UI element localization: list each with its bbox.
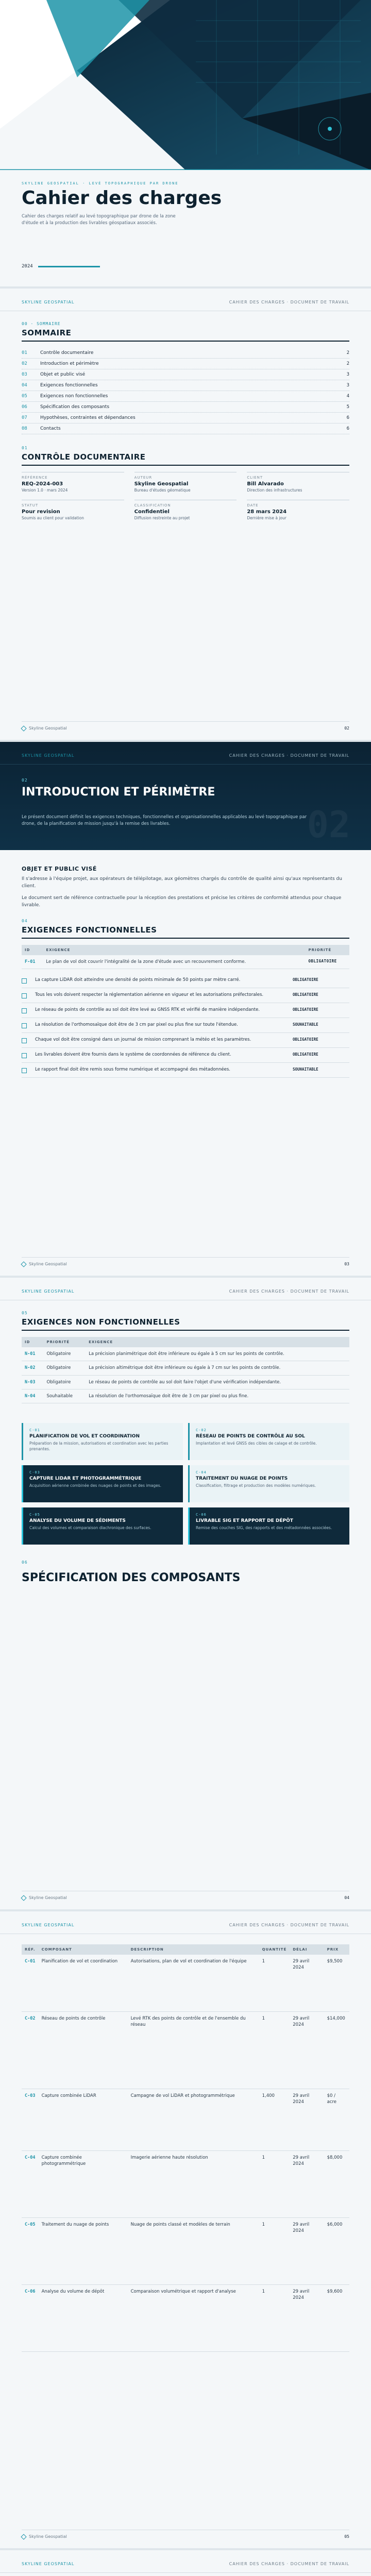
table-of-contents bbox=[22, 348, 349, 434]
control-grid bbox=[22, 472, 349, 521]
nonfunctional-table bbox=[22, 1337, 349, 1403]
control-cell bbox=[247, 472, 349, 494]
req-text: La précision planimétrique doit être inférieure ou égale à 5 cm sur les points de contrôle. bbox=[86, 1347, 349, 1361]
sheet-footer bbox=[22, 1257, 349, 1266]
req-id: N-03 bbox=[22, 1375, 43, 1389]
cover-accent-bar bbox=[38, 266, 100, 267]
control-label: STATUT bbox=[22, 503, 39, 507]
nonfunctional-title: EXIGENCES NON FONCTIONNELLES bbox=[22, 1317, 349, 1331]
header-right: CAHIER DES CHARGES · DOCUMENT DE TRAVAIL bbox=[229, 2562, 349, 2566]
req-priority: SOUHAITABLE bbox=[293, 1022, 318, 1027]
control-label: RÉFÉRENCE bbox=[22, 476, 48, 480]
table-row bbox=[22, 2284, 349, 2351]
footer-page-number: 04 bbox=[344, 1895, 349, 1900]
toc-page: 3 bbox=[346, 372, 349, 377]
card-title: RÉSEAU DE POINTS DE CONTRÔLE AU SOL bbox=[196, 1434, 305, 1439]
component-cards bbox=[22, 1423, 349, 1545]
req-text: Le rapport final doit être remis sous forme numérique et accompagné des métadonnées. bbox=[35, 1066, 230, 1072]
control-label: AUTEUR bbox=[134, 476, 153, 480]
toc-num: 06 bbox=[22, 404, 27, 410]
card-title: ANALYSE DU VOLUME DE SÉDIMENTS bbox=[29, 1518, 126, 1524]
table-header: ID bbox=[22, 945, 43, 955]
card-title: PLANIFICATION DE VOL ET COORDINATION bbox=[29, 1434, 140, 1439]
card-id: C-01 bbox=[29, 1428, 40, 1433]
table-header: QUANTITÉ bbox=[259, 1944, 290, 1955]
diamond-icon bbox=[21, 1261, 26, 1267]
footer-page-number: 03 bbox=[344, 1262, 349, 1266]
req-text: Le plan de vol doit couvrir l'intégralité de la zone d'étude avec un recouvrement conforme. bbox=[43, 955, 305, 969]
purpose-paragraph: Il s'adresse à l'équipe projet, aux opérateurs de télépilotage, aux géomètres chargés du contrôle de qualité ainsi qu'aux représentants du client. bbox=[22, 876, 342, 889]
req-priority: OBLIGATOIRE bbox=[293, 1037, 318, 1042]
component-card[interactable] bbox=[188, 1423, 349, 1460]
req-text: La précision altimétrique doit être inférieure ou égale à 7 cm sur les points de contrôle. bbox=[86, 1361, 349, 1375]
control-cell bbox=[247, 500, 349, 521]
toc-num: 02 bbox=[22, 361, 27, 366]
toc-page: 4 bbox=[346, 394, 349, 399]
cover-title: Cahier des charges bbox=[22, 188, 222, 209]
req-text: La résolution de l'orthomosaïque doit être de 3 cm par pixel ou plus fine. bbox=[86, 1389, 349, 1403]
req-priority: Souhaitable bbox=[43, 1389, 86, 1403]
component-qty: 1 bbox=[259, 2217, 290, 2284]
req-text: La résolution de l'orthomosaïque doit être de 3 cm par pixel ou plus fine sur toute l'étendue. bbox=[35, 1022, 238, 1027]
table-row bbox=[22, 2150, 349, 2217]
table-header: RÉF. bbox=[22, 1944, 39, 1955]
toc-num: 05 bbox=[22, 394, 27, 399]
component-ref: C-01 bbox=[22, 1955, 39, 2011]
card-id: C-04 bbox=[196, 1470, 207, 1475]
card-title: CAPTURE LIDAR ET PHOTOGRAMMÉTRIQUE bbox=[29, 1476, 142, 1482]
component-name: Capture combinée photogrammétrique bbox=[39, 2150, 128, 2217]
table-header: DÉLAI bbox=[290, 1944, 324, 1955]
component-card[interactable] bbox=[22, 1423, 183, 1460]
table-header: PRIORITÉ bbox=[305, 945, 349, 955]
component-desc: Levé RTK des points de contrôle et de l'ensemble du réseau bbox=[128, 2011, 259, 2089]
req-priority: OBLIGATOIRE bbox=[305, 955, 349, 969]
header-right: CAHIER DES CHARGES · DOCUMENT DE TRAVAIL bbox=[229, 300, 349, 304]
toc-page: 6 bbox=[346, 415, 349, 420]
control-label: CLIENT bbox=[247, 476, 263, 480]
checkbox-icon bbox=[22, 1023, 27, 1028]
toc-row[interactable] bbox=[22, 391, 349, 402]
intro-page bbox=[0, 742, 371, 1278]
control-value: Bill Alvarado bbox=[247, 481, 284, 487]
table-row bbox=[22, 1375, 349, 1389]
intro-kicker: 02 bbox=[22, 778, 28, 783]
header-left: SKYLINE GEOSPATIAL bbox=[22, 753, 75, 758]
req-id: N-04 bbox=[22, 1389, 43, 1403]
component-price: $14,000 bbox=[324, 2011, 349, 2089]
assumptions-page bbox=[0, 2550, 371, 2576]
list-item[interactable] bbox=[22, 1048, 349, 1063]
functional-title: EXIGENCES FONCTIONNELLES bbox=[22, 925, 349, 939]
component-card[interactable] bbox=[22, 1507, 183, 1545]
toc-label: Contrôle documentaire bbox=[40, 350, 94, 355]
list-item[interactable] bbox=[22, 1033, 349, 1048]
cover-title-block bbox=[22, 181, 228, 226]
req-priority: Obligatoire bbox=[43, 1375, 86, 1389]
component-due: 29 avril 2024 bbox=[290, 2089, 324, 2150]
control-kicker: 01 bbox=[22, 446, 28, 450]
component-due: 29 avril 2024 bbox=[290, 1955, 324, 2011]
control-value: Skyline Geospatial bbox=[134, 481, 189, 487]
components-page bbox=[0, 1911, 371, 2550]
component-name: Traitement du nuage de points bbox=[39, 2217, 128, 2284]
requirements-list bbox=[22, 973, 349, 1078]
sheet-footer bbox=[22, 2530, 349, 2539]
list-item[interactable] bbox=[22, 973, 349, 988]
toc-row[interactable] bbox=[22, 423, 349, 434]
control-title: CONTRÔLE DOCUMENTAIRE bbox=[22, 452, 349, 466]
component-name: Analyse du volume de dépôt bbox=[39, 2284, 128, 2351]
header-right: CAHIER DES CHARGES · DOCUMENT DE TRAVAIL bbox=[229, 1289, 349, 1294]
list-item[interactable] bbox=[22, 1003, 349, 1018]
cover-page bbox=[0, 0, 371, 289]
toc-page: 3 bbox=[346, 383, 349, 388]
card-desc: Classification, filtrage et production des modèles numériques. bbox=[196, 1483, 316, 1488]
header-right: CAHIER DES CHARGES · DOCUMENT DE TRAVAIL bbox=[229, 753, 349, 758]
table-header: PRIX bbox=[324, 1944, 349, 1955]
control-note: Soumis au client pour validation bbox=[22, 515, 84, 520]
footer-page-number: 02 bbox=[344, 726, 349, 731]
cover-description: Cahier des charges relatif au levé topographique par drone de la zone d'étude et à la production des livrables géospatiaux associés. bbox=[22, 213, 176, 226]
sheet-header bbox=[0, 2550, 371, 2573]
sheet-header bbox=[0, 1278, 371, 1300]
control-cell bbox=[134, 472, 237, 494]
card-desc: Implantation et levé GNSS des cibles de calage et de contrôle. bbox=[196, 1441, 317, 1446]
component-desc: Autorisations, plan de vol et coordination de l'équipe bbox=[128, 1955, 259, 2011]
toc-num: 04 bbox=[22, 383, 27, 388]
toc-page: 2 bbox=[346, 350, 349, 355]
checkbox-icon bbox=[22, 978, 27, 984]
control-cell bbox=[134, 500, 237, 521]
toc-page: 2 bbox=[346, 361, 349, 366]
intro-lead: Le présent document définit les exigences techniques, fonctionnelles et organisationnelles applicables au levé topographique par drone, de la planification de mission jusqu'à la remise des livrables. bbox=[22, 815, 307, 826]
control-note: Direction des infrastructures bbox=[247, 488, 302, 493]
req-priority: OBLIGATOIRE bbox=[293, 1007, 318, 1012]
functional-table bbox=[22, 945, 349, 969]
toc-label: Exigences non fonctionnelles bbox=[40, 394, 108, 399]
card-title: TRAITEMENT DU NUAGE DE POINTS bbox=[196, 1476, 288, 1482]
control-cell bbox=[22, 500, 124, 521]
list-item[interactable] bbox=[22, 1063, 349, 1078]
card-id: C-05 bbox=[29, 1513, 40, 1517]
footer-brand bbox=[22, 1262, 67, 1266]
req-priority: OBLIGATOIRE bbox=[293, 977, 318, 982]
sheet-footer bbox=[22, 1891, 349, 1900]
req-text: Le réseau de points de contrôle au sol doit être levé au GNSS RTK et vérifié de manière indépendante. bbox=[35, 1007, 260, 1012]
nonfunctional-kicker: 05 bbox=[22, 1311, 28, 1315]
control-note: Version 1.0 · mars 2024 bbox=[22, 488, 68, 493]
component-card[interactable] bbox=[188, 1507, 349, 1545]
toc-num: 03 bbox=[22, 372, 27, 377]
footer-brand-text: Skyline Geospatial bbox=[29, 1895, 67, 1900]
control-value: REQ-2024-003 bbox=[22, 481, 63, 487]
req-id: N-01 bbox=[22, 1347, 43, 1361]
req-priority: SOUHAITABLE bbox=[293, 1066, 318, 1072]
table-header: ID bbox=[22, 1337, 43, 1347]
sheet-header bbox=[0, 289, 371, 311]
toc-row[interactable] bbox=[22, 413, 349, 423]
component-ref: C-04 bbox=[22, 2150, 39, 2217]
component-ref: C-05 bbox=[22, 2217, 39, 2284]
sheet-header bbox=[0, 742, 371, 765]
component-ref: C-03 bbox=[22, 2089, 39, 2150]
toc-row[interactable] bbox=[22, 402, 349, 413]
component-desc: Nuage de points classé et modèles de terrain bbox=[128, 2217, 259, 2284]
diamond-icon bbox=[21, 1895, 26, 1901]
control-value: 28 mars 2024 bbox=[247, 509, 287, 515]
header-left: SKYLINE GEOSPATIAL bbox=[22, 1289, 75, 1294]
component-name: Capture combinée LiDAR bbox=[39, 2089, 128, 2150]
component-qty: 1 bbox=[259, 2011, 290, 2089]
component-qty: 1,400 bbox=[259, 2089, 290, 2150]
control-note: Diffusion restreinte au projet bbox=[134, 515, 190, 520]
components-title: SPÉCIFICATION DES COMPOSANTS bbox=[22, 1571, 241, 1585]
footer-brand bbox=[22, 2534, 67, 2539]
card-id: C-02 bbox=[196, 1428, 207, 1433]
list-item[interactable] bbox=[22, 988, 349, 1003]
header-left: SKYLINE GEOSPATIAL bbox=[22, 1923, 75, 1927]
component-price: $8,000 bbox=[324, 2150, 349, 2217]
card-title: LIVRABLE SIG ET RAPPORT DE DÉPÔT bbox=[196, 1518, 293, 1524]
toc-page bbox=[0, 289, 371, 742]
req-text: Le réseau de points de contrôle au sol doit faire l'objet d'une vérification indépendante. bbox=[86, 1375, 349, 1389]
toc-row[interactable] bbox=[22, 369, 349, 380]
component-name: Réseau de points de contrôle bbox=[39, 2011, 128, 2089]
table-header: COMPOSANT bbox=[39, 1944, 128, 1955]
control-cell bbox=[22, 472, 124, 494]
table-row bbox=[22, 2217, 349, 2284]
control-label: CLASSIFICATION bbox=[134, 503, 171, 507]
card-id: C-03 bbox=[29, 1470, 40, 1475]
table-header: EXIGENCE bbox=[43, 945, 305, 955]
component-price: $9,600 bbox=[324, 2284, 349, 2351]
checkbox-icon bbox=[22, 1008, 27, 1013]
table-row bbox=[22, 1347, 349, 1361]
toc-row[interactable] bbox=[22, 380, 349, 391]
toc-label: Exigences fonctionnelles bbox=[40, 383, 98, 388]
table-row bbox=[22, 2089, 349, 2150]
footer-brand-text: Skyline Geospatial bbox=[29, 1262, 67, 1266]
control-label: DATE bbox=[247, 503, 259, 507]
intro-hero bbox=[0, 742, 371, 850]
table-row bbox=[22, 1955, 349, 2011]
component-ref: C-02 bbox=[22, 2011, 39, 2089]
toc-label: Spécification des composants bbox=[40, 404, 110, 410]
checkbox-icon bbox=[22, 1053, 27, 1058]
component-price: $9,500 bbox=[324, 1955, 349, 2011]
req-text: Chaque vol doit être consigné dans un journal de mission comprenant la météo et les paramètres. bbox=[35, 1037, 251, 1042]
component-ref: C-06 bbox=[22, 2284, 39, 2351]
components-table bbox=[22, 1944, 349, 2352]
req-text: Tous les vols doivent respecter la réglementation aérienne en vigueur et les autorisations préfectorales. bbox=[35, 992, 264, 997]
footer-page-number: 05 bbox=[344, 2534, 349, 2539]
diamond-icon bbox=[21, 2534, 26, 2539]
purpose-paragraph: Le document sert de référence contractuelle pour la réception des prestations et précise les critères de conformité attendus pour chaque livrable. bbox=[22, 895, 342, 908]
checkbox-icon bbox=[22, 1068, 27, 1073]
table-row bbox=[22, 2011, 349, 2089]
toc-page: 6 bbox=[346, 426, 349, 431]
checkbox-icon bbox=[22, 993, 27, 998]
component-desc: Comparaison volumétrique et rapport d'analyse bbox=[128, 2284, 259, 2351]
req-text: La capture LiDAR doit atteindre une densité de points minimale de 50 points par mètre carré. bbox=[35, 977, 241, 982]
table-row bbox=[22, 1361, 349, 1375]
toc-kicker: 00 · SOMMAIRE bbox=[22, 321, 61, 326]
component-due: 29 avril 2024 bbox=[290, 2217, 324, 2284]
toc-label: Hypothèses, contraintes et dépendances bbox=[40, 415, 136, 420]
footer-brand-text: Skyline Geospatial bbox=[29, 2534, 67, 2539]
card-desc: Remise des couches SIG, des rapports et des métadonnées associées. bbox=[196, 1526, 332, 1531]
sheet-footer bbox=[22, 721, 349, 731]
req-priority: Obligatoire bbox=[43, 1347, 86, 1361]
toc-row[interactable] bbox=[22, 359, 349, 369]
footer-brand bbox=[22, 1895, 67, 1900]
cover-meta bbox=[22, 264, 100, 269]
components-kicker: 06 bbox=[22, 1560, 28, 1565]
component-price: $6,000 bbox=[324, 2217, 349, 2284]
intro-title: INTRODUCTION ET PÉRIMÈTRE bbox=[22, 786, 215, 799]
toc-label: Objet et public visé bbox=[40, 372, 86, 377]
card-desc: Acquisition aérienne combinée des nuages de points et des images. bbox=[29, 1483, 162, 1488]
table-row bbox=[22, 955, 349, 969]
footer-brand-text: Skyline Geospatial bbox=[29, 726, 67, 731]
cover-artwork bbox=[0, 0, 371, 170]
checkbox-icon bbox=[22, 1038, 27, 1043]
intro-watermark: 02 bbox=[307, 804, 350, 846]
component-due: 29 avril 2024 bbox=[290, 2150, 324, 2217]
toc-label: Contacts bbox=[40, 426, 61, 431]
sheet-header bbox=[0, 1911, 371, 1934]
toc-page: 5 bbox=[346, 404, 349, 410]
list-item[interactable] bbox=[22, 1018, 349, 1033]
req-id: F-01 bbox=[22, 955, 43, 969]
control-note: Dernière mise à jour bbox=[247, 515, 286, 520]
card-desc: Calcul des volumes et comparaison diachronique des surfaces. bbox=[29, 1526, 151, 1531]
diamond-icon bbox=[21, 725, 26, 731]
component-qty: 1 bbox=[259, 2150, 290, 2217]
card-id: C-06 bbox=[196, 1513, 207, 1517]
component-due: 29 avril 2024 bbox=[290, 2284, 324, 2351]
component-card[interactable] bbox=[22, 1465, 183, 1502]
req-priority: OBLIGATOIRE bbox=[293, 992, 318, 997]
table-header: DESCRIPTION bbox=[128, 1944, 259, 1955]
req-id: N-02 bbox=[22, 1361, 43, 1375]
card-desc: Préparation de la mission, autorisations et coordination avec les parties prenantes. bbox=[29, 1441, 168, 1452]
functional-kicker: 04 bbox=[22, 918, 28, 923]
header-left: SKYLINE GEOSPATIAL bbox=[22, 2562, 75, 2566]
cover-year: 2024 bbox=[22, 264, 33, 269]
footer-brand bbox=[22, 726, 67, 731]
toc-label: Introduction et périmètre bbox=[40, 361, 99, 366]
header-left: SKYLINE GEOSPATIAL bbox=[22, 300, 75, 304]
toc-title: SOMMAIRE bbox=[22, 328, 349, 342]
purpose-title: OBJET ET PUBLIC VISÉ bbox=[22, 866, 97, 872]
table-header: PRIORITÉ bbox=[43, 1337, 86, 1347]
component-due: 29 avril 2024 bbox=[290, 2011, 324, 2089]
component-card[interactable] bbox=[188, 1465, 349, 1502]
table-header: EXIGENCE bbox=[86, 1337, 349, 1347]
control-value: Confidentiel bbox=[134, 509, 170, 515]
toc-num: 08 bbox=[22, 426, 27, 431]
component-qty: 1 bbox=[259, 2284, 290, 2351]
req-text: Les livrables doivent être fournis dans le système de coordonnées de référence du client. bbox=[35, 1052, 231, 1057]
toc-num: 07 bbox=[22, 415, 27, 420]
header-right: CAHIER DES CHARGES · DOCUMENT DE TRAVAIL bbox=[229, 1923, 349, 1927]
component-desc: Imagerie aérienne haute résolution bbox=[128, 2150, 259, 2217]
req-priority: OBLIGATOIRE bbox=[293, 1052, 318, 1057]
control-note: Bureau d'études géomatique bbox=[134, 488, 191, 493]
component-qty: 1 bbox=[259, 1955, 290, 2011]
req-priority: Obligatoire bbox=[43, 1361, 86, 1375]
toc-row[interactable] bbox=[22, 348, 349, 359]
toc-num: 01 bbox=[22, 350, 27, 355]
component-desc: Campagne de vol LiDAR et photogrammétrique bbox=[128, 2089, 259, 2150]
control-value: Pour revision bbox=[22, 509, 60, 515]
component-name: Planification de vol et coordination bbox=[39, 1955, 128, 2011]
cover-kicker: SKYLINE GEOSPATIAL · LEVÉ TOPOGRAPHIQUE PAR DRONE bbox=[22, 181, 179, 185]
component-price: $0 / acre bbox=[324, 2089, 349, 2150]
table-row bbox=[22, 1389, 349, 1403]
nonfunctional-page bbox=[0, 1278, 371, 1911]
